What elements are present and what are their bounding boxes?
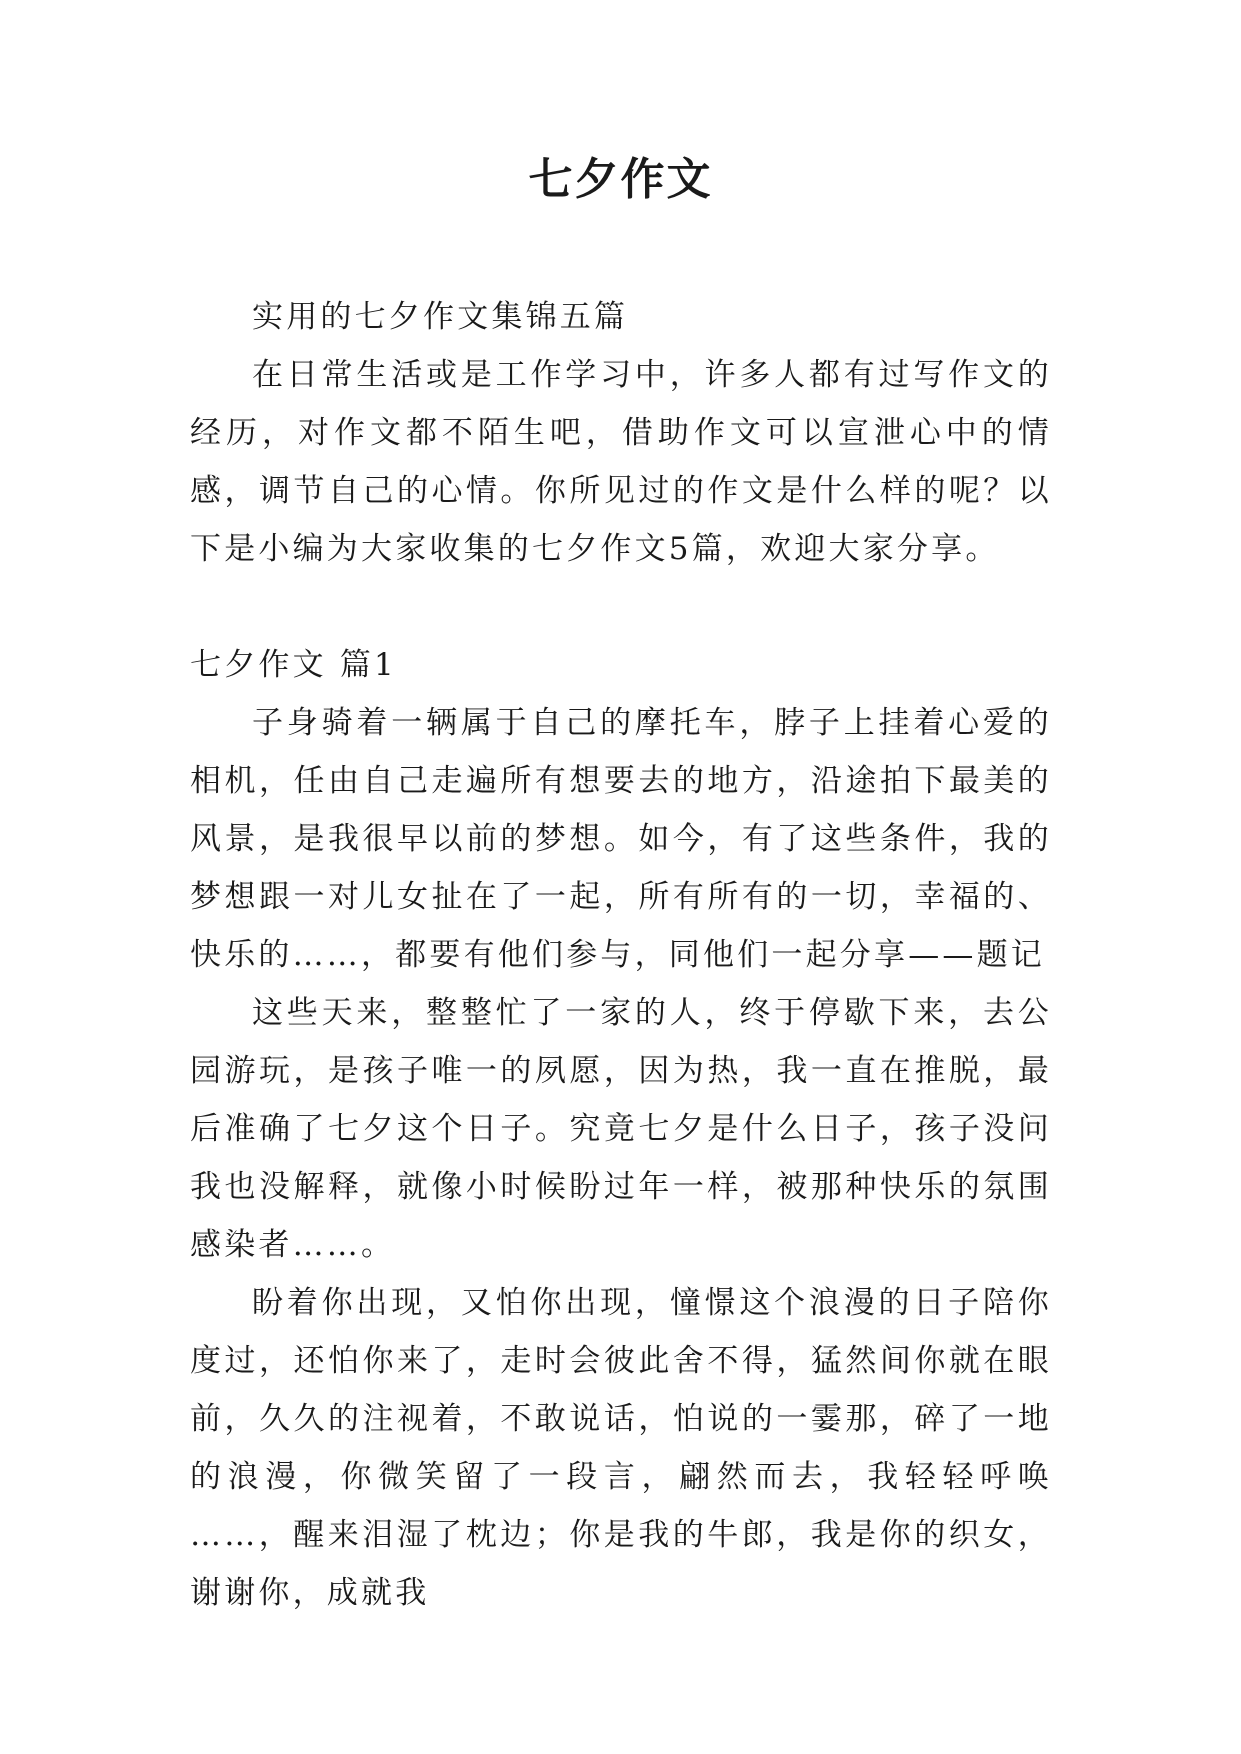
section-spacer xyxy=(190,578,1052,636)
section-heading: 七夕作文 篇1 xyxy=(190,647,397,683)
body-paragraph: 子身骑着一辆属于自己的摩托车，脖子上挂着心爱的相机，任由自己走遍所有想要去的地方，沿途拍下最美的风景，是我很早以前的梦想。如今，有了这些条件，我的梦想跟一对儿女扯在了一起，所有所有的一切，幸福的、快乐的……，都要有他们参与，同他们一起分享——题记 xyxy=(190,705,1052,973)
intro-paragraph: 在日常生活或是工作学习中，许多人都有过写作文的经历，对作文都不陌生吧，借助作文可以宣泄心中的情感，调节自己的心情。你所见过的作文是什么样的呢？以下是小编为大家收集的七夕作文5篇，欢迎大家分享。 xyxy=(190,357,1052,567)
document-subtitle: 实用的七夕作文集锦五篇 xyxy=(252,299,629,335)
document-body xyxy=(190,288,1052,1622)
body-paragraph: 这些天来，整整忙了一家的人，终于停歇下来，去公园游玩，是孩子唯一的夙愿，因为热，我一直在推脱，最后准确了七夕这个日子。究竟七夕是什么日子，孩子没问我也没解释，就像小时候盼过年一样，被那种快乐的氛围感染者……。 xyxy=(190,995,1052,1263)
document-title: 七夕作文 xyxy=(528,154,713,205)
body-paragraph: 盼着你出现，又怕你出现，憧憬这个浪漫的日子陪你度过，还怕你来了，走时会彼此舍不得，猛然间你就在眼前，久久的注视着，不敢说话，怕说的一霎那，碎了一地的浪漫，你微笑留了一段言，翩然而去，我轻轻呼唤 ……，醒来泪湿了枕边；你是我的牛郎，我是你的织女，谢谢你，成就我 xyxy=(190,1285,1052,1611)
